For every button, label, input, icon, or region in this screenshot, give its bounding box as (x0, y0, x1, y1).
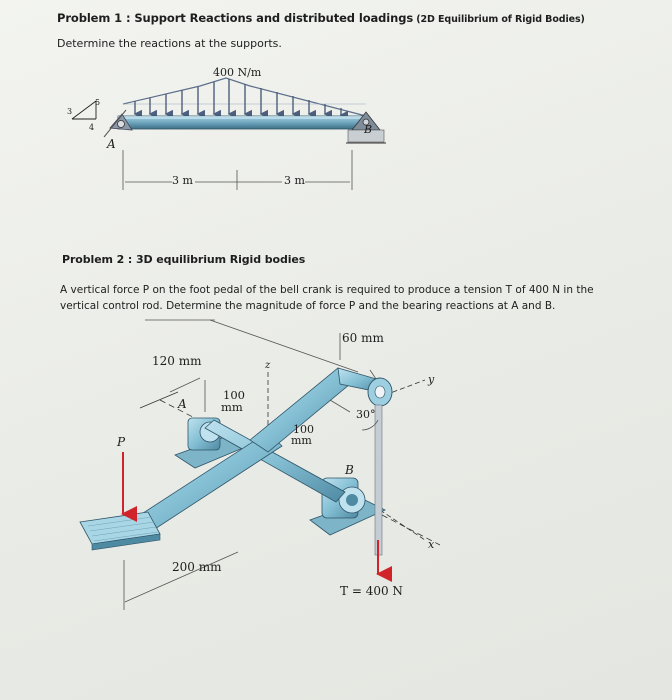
slope-label-4: 4 (89, 123, 95, 132)
dim-left-label: 3 m (172, 174, 193, 187)
problem2-text-line2: vertical control rod. Determine the magnitude of force P and the bearing reactions at A and B. (60, 300, 556, 312)
dim-100-mid-label: 100 (293, 423, 314, 436)
tension-label: T = 400 N (340, 584, 403, 598)
dim-200-label: 200 mm (172, 560, 222, 574)
slope-label-3: 3 (67, 107, 73, 116)
problem1-title-suffix: (2D Equilibrium of Rigid Bodies) (413, 14, 585, 25)
dim-right-label: 3 m (284, 174, 305, 187)
problem2-text-line1: A vertical force P on the foot pedal of the bell crank is required to produce a tension T of 400 N in the (60, 284, 594, 296)
control-rod (375, 405, 382, 555)
slope-label-5: 5 (95, 98, 101, 107)
load-label: 400 N/m (213, 66, 262, 79)
problem2-title-part1: Problem 2 : 3D equilibrium (62, 253, 227, 266)
problem1-title-main: Problem 1 : Support Reactions and distributed loadings (57, 11, 414, 25)
angle-label: 30° (356, 408, 376, 421)
dim-120-label: 120 mm (152, 354, 202, 368)
foot-pedal (80, 512, 160, 550)
axis-x-label: x (428, 538, 435, 551)
axis-z-label: z (265, 360, 271, 371)
dim-100-mid-unit: mm (291, 434, 312, 447)
force-p-label: P (117, 435, 126, 449)
support-b-label: B (364, 123, 373, 136)
bearing-a-label: A (178, 397, 187, 411)
dim-100-top-unit: mm (221, 400, 243, 414)
problem2-title-part2: Rigid bodies (226, 253, 306, 266)
dim-100-top-label: 100 (223, 388, 245, 402)
support-a-label: A (107, 137, 116, 151)
bearing-b-label: B (345, 463, 354, 477)
problem1-instruction: Determine the reactions at the supports. (57, 37, 282, 50)
dim-60-label: 60 mm (342, 331, 384, 345)
axis-y-label: y (428, 373, 435, 386)
